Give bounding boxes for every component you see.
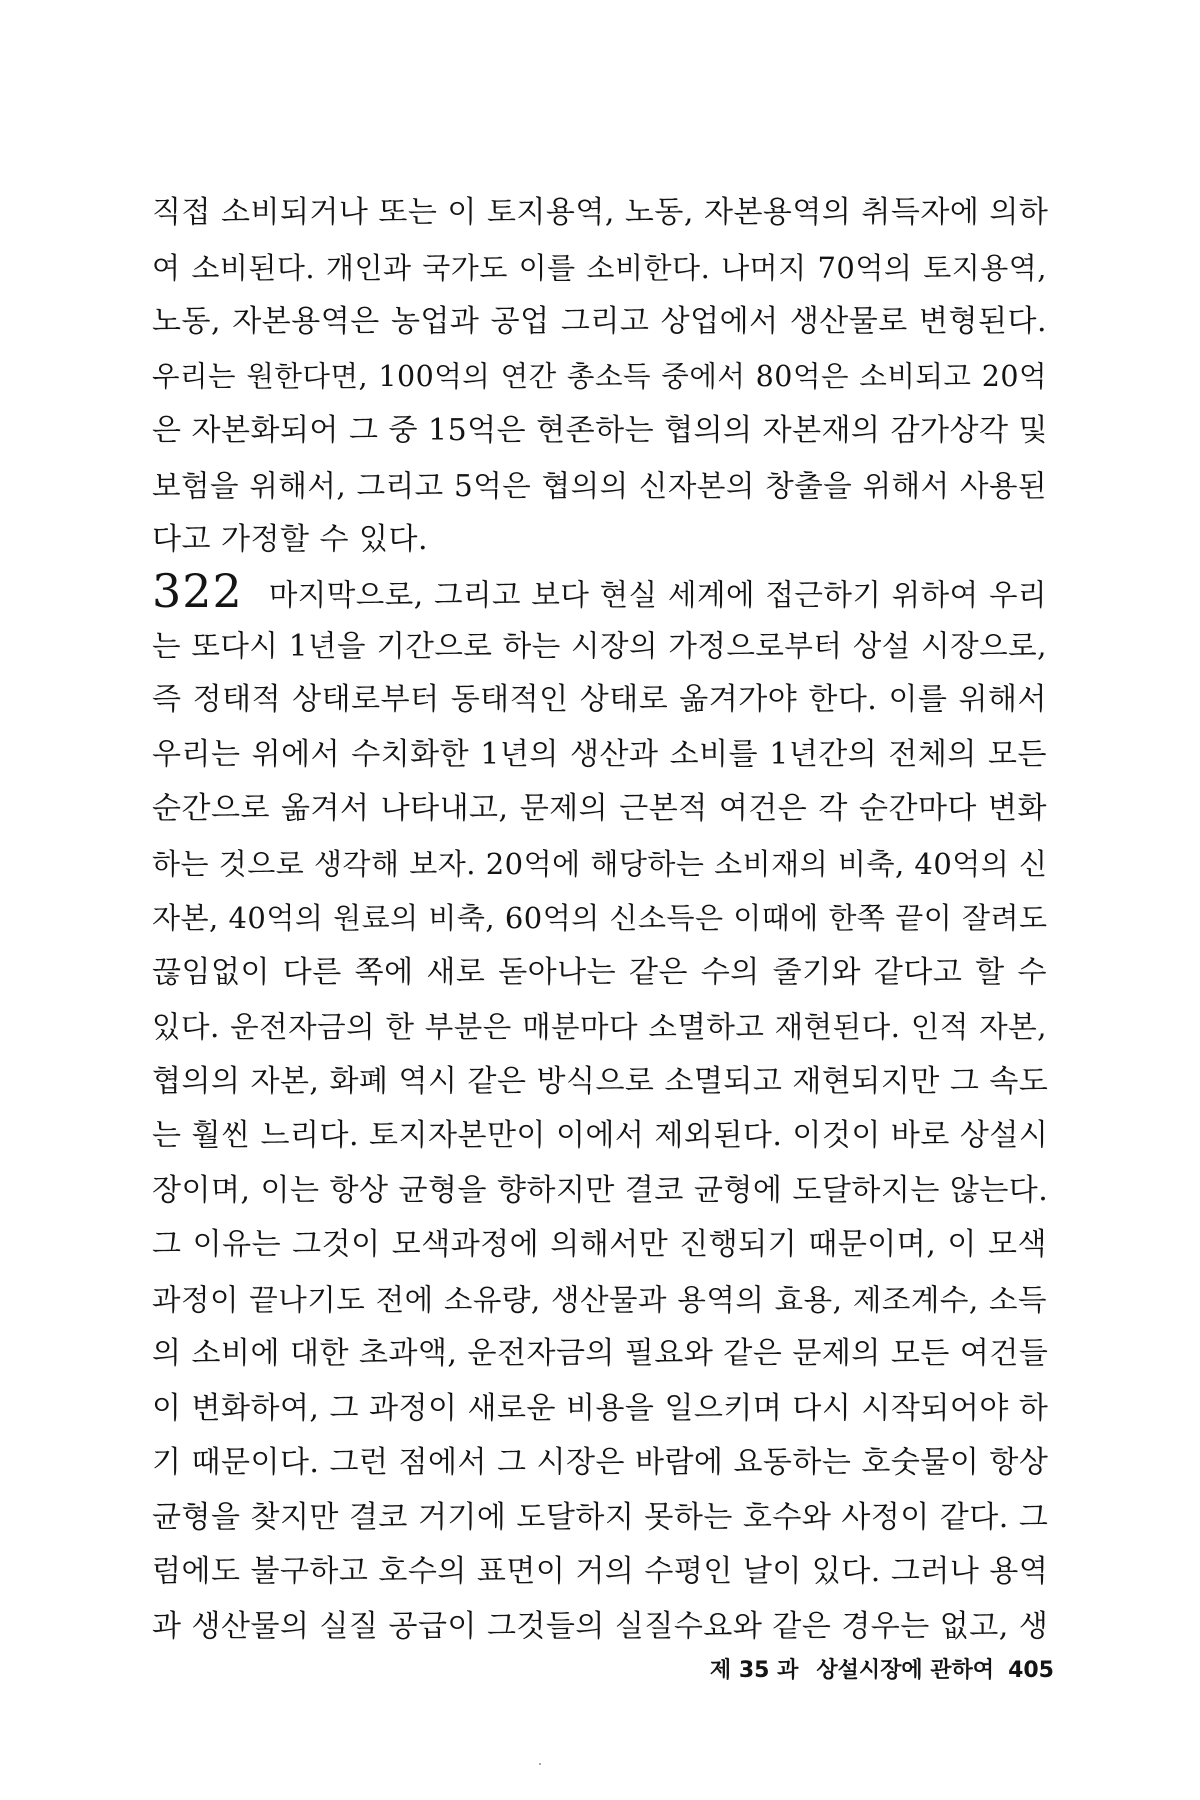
text-line: 는 훨씬 느리다. 토지자본만이 이에서 제외된다. 이것이 바로 상설시 [152,1118,1049,1153]
first-line-text: 마지막으로, 그리고 보다 현실 세계에 접근하기 위하여 우리 [268,578,1047,612]
text-line: 다고 가정할 수 있다. [152,522,428,557]
text-line: 끊임없이 다른 쪽에 새로 돋아나는 같은 수의 줄기와 같다고 할 수 [152,954,1047,990]
text-line: 노동, 자본용역은 농업과 공업 그리고 상업에서 생산물로 변형된다. [152,304,1047,339]
paragraph-first-line [152,564,1047,619]
text-line: 여 소비된다. 개인과 국가도 이를 소비한다. 나머지 70억의 토지용역, [152,250,1047,285]
text-line: 이 변화하여, 그 과정이 새로운 비용을 일으키며 다시 시작되어야 하 [152,1390,1049,1426]
text-line: 그 이유는 그것이 모색과정에 의해서만 진행되기 때문이며, 이 모색 [152,1227,1047,1262]
text-line: 우리는 위에서 수치화한 1년의 생산과 소비를 1년간의 전체의 모든 [152,736,1047,772]
running-footer [710,1653,1054,1684]
text-line: 자본, 40억의 원료의 비축, 60억의 신소득은 이때에 한쪽 끝이 잘려도 [152,901,1048,935]
text-line: 균형을 찾지만 결코 거기에 도달하지 못하는 호수와 사정이 같다. 그 [152,1499,1049,1535]
page-number: 405 [1008,1658,1054,1683]
text-line: 의 소비에 대한 초과액, 운전자금의 필요와 같은 문제의 모든 여건들 [152,1336,1049,1371]
text-line: 협의의 자본, 화폐 역시 같은 방식으로 소멸되고 재현되지만 그 속도 [152,1063,1049,1099]
text-line: 즉 정태적 상태로부터 동태적인 상태로 옮겨가야 한다. 이를 위해서 [152,682,1047,717]
paragraph-322 [152,564,1047,1654]
text-line: 직접 소비되거나 또는 이 토지용역, 노동, 자본용역의 취득자에 의하 [152,195,1049,230]
text-line: 하는 것으로 생각해 보자. 20억에 해당하는 소비재의 비축, 40억의 신 [152,846,1048,881]
text-line: 과 생산물의 실질 공급이 그것들의 실질수요와 같은 경우는 없고, 생 [152,1608,1049,1644]
chapter-title: 상설시장에 관하여 [816,1658,995,1683]
text-line: 보험을 위해서, 그리고 5억은 협의의 신자본의 창출을 위해서 사용된 [152,468,1047,503]
text-line: 순간으로 옮겨서 나타내고, 문제의 근본적 여건은 각 순간마다 변화 [152,791,1047,826]
text-line: 은 자본화되어 그 중 15억은 현존하는 협의의 자본재의 감가상각 및 [152,413,1048,448]
chapter-label: 제 35 과 [709,1658,799,1683]
text-line: 기 때문이다. 그런 점에서 그 시장은 바람에 요동하는 호숫물이 항상 [152,1445,1049,1480]
text-line: 우리는 원한다면, 100억의 연간 총소득 중에서 80억은 소비되고 20억 [152,359,1047,393]
paragraph-continuation [152,186,1047,568]
scan-speck [539,1763,541,1765]
text-line: 있다. 운전자금의 한 부분은 매분마다 소멸하고 재현된다. 인적 자본, [152,1010,1047,1044]
text-line: 럼에도 불구하고 호수의 표면이 거의 수평인 날이 있다. 그러나 용역 [152,1554,1049,1589]
text-line: 과정이 끝나기도 전에 소유량, 생산물과 용역의 효용, 제조계수, 소득 [152,1282,1047,1317]
paragraph-number: 322 [152,564,243,618]
text-line: 장이며, 이는 항상 균형을 향하지만 결코 균형에 도달하지는 않는다. [152,1172,1049,1208]
text-line: 는 또다시 1년을 기간으로 하는 시장의 가정으로부터 상설 시장으로, [152,628,1047,663]
